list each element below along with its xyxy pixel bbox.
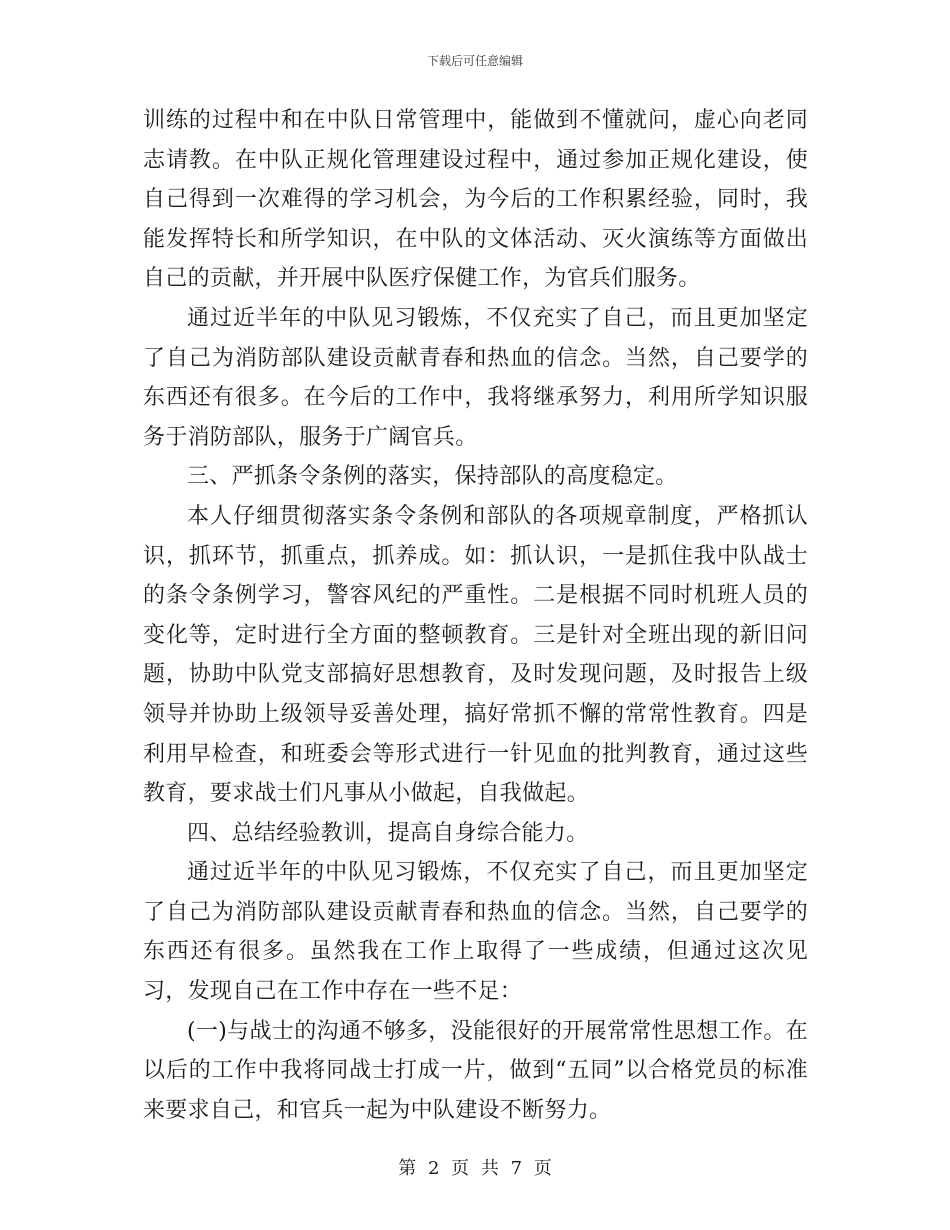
document-body: [143, 101, 808, 1130]
paragraph-regulations: 本人仔细贯彻落实条令条例和部队的各项规章制度，严格抓认识，抓环节，抓重点，抓养成。如：抓认识，一是抓住我中队战士的条令条例学习，警容风纪的严重性。二是根据不同时机班人员的变化等，定时进行全方面的整顿教育。三是针对全班出现的新旧问题，协助中队党支部搞好思想教育，及时发现问题，及时报告上级领导并协助上级领导妥善处理，搞好常抓不懈的常常性教育。四是利用早检查，和班委会等形式进行一针见血的批判教育，通过这些教育，要求战士们凡事从小做起，自我做起。: [143, 503, 808, 807]
paragraph-reflection: 通过近半年的中队见习锻炼，不仅充实了自己，而且更加坚定了自己为消防部队建设贡献青春和热血的信念。当然，自己要学的东西还有很多。虽然我在工作上取得了一些成绩，但通过这次见习，发现自己在工作中存在一些不足：: [143, 860, 808, 1005]
page-number: 第 2 页 共 7 页: [398, 1158, 552, 1179]
paragraph-summary: 通过近半年的中队见习锻炼，不仅充实了自己，而且更加坚定了自己为消防部队建设贡献青春和热血的信念。当然，自己要学的东西还有很多。在今后的工作中，我将继承努力，利用所学知识服务于消防部队，服务于广阔官兵。: [143, 305, 808, 450]
paragraph-shortcoming-one: (一)与战士的沟通不够多，没能很好的开展常常性思想工作。在以后的工作中我将同战士打成一片，做到“五同”以合格党员的标准来要求自己，和官兵一起为中队建设不断努力。: [143, 1018, 808, 1123]
paragraph-continuation: 训练的过程中和在中队日常管理中，能做到不懂就问，虚心向老同志请教。在中队正规化管理建设过程中，通过参加正规化建设，使自己得到一次难得的学习机会，为今后的工作积累经验，同时，我能发挥特长和所学知识，在中队的文体活动、灭火演练等方面做出自己的贡献，并开展中队医疗保健工作，为官兵们服务。: [143, 108, 808, 292]
page-header: 下载后可任意编辑: [426, 54, 523, 68]
section-heading-four: 四、总结经验教训，提高自身综合能力。: [187, 820, 589, 846]
section-heading-three: 三、严抓条令条例的落实，保持部队的高度稳定。: [187, 464, 678, 490]
